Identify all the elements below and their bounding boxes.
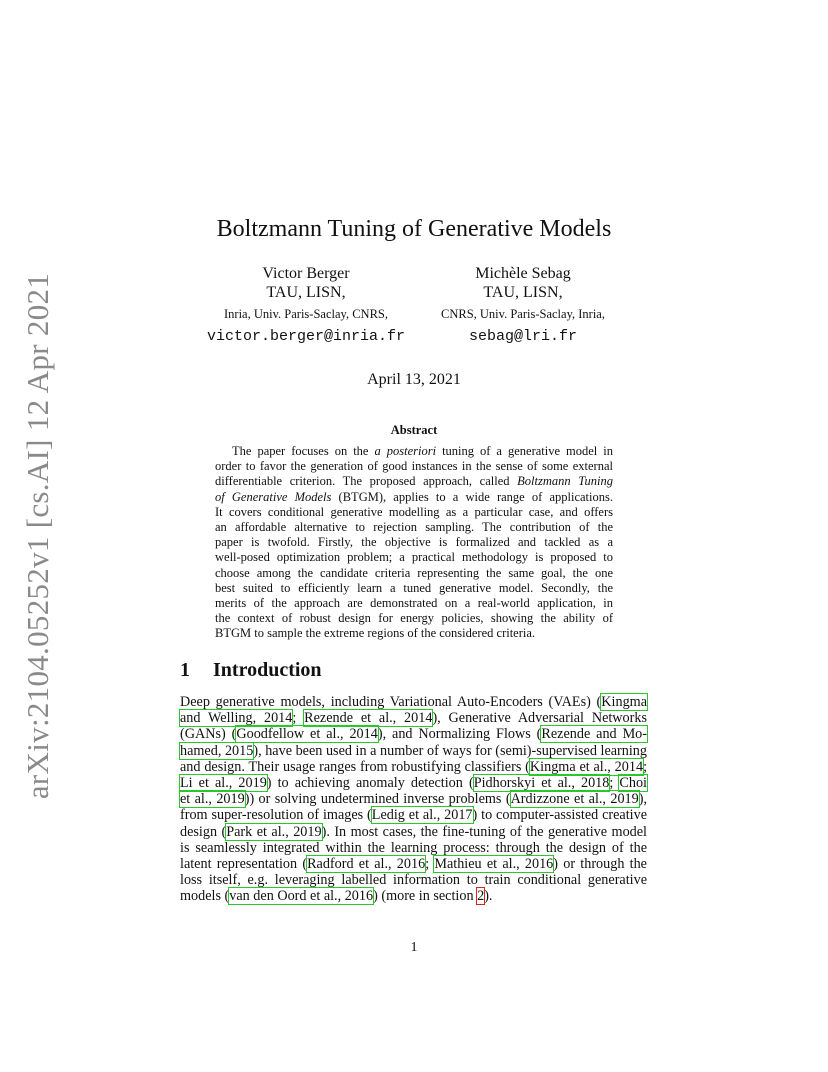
text-line [180,743,647,759]
abstract-body [215,444,613,641]
text-line [215,596,613,611]
page-number: 1 [410,940,418,955]
text-run: ; [292,710,305,727]
text-run: Deep generative models, including Variational Auto-Encoders (VAEs) ( [180,694,602,710]
text-run: BTGM to sample the extreme regions of the considered criteria. [215,626,536,641]
text-run: ; [609,774,620,791]
text-line [180,807,647,823]
text-line [180,856,647,872]
citation-link[interactable]: Radford et al., 2016 [307,855,426,872]
author-block [191,264,421,348]
text-run: loss itself, e.g. leveraging labelled information to train conditional generative [180,872,647,889]
citation-link[interactable]: Kingma [601,694,647,710]
citation-link[interactable]: et al., 2019 [180,791,245,808]
text-line [180,775,647,791]
section-reference-link[interactable]: 2 [477,888,485,905]
text-run: latent representation ( [180,855,308,872]
text-run: and design. Their usage ranges from robustifying classifiers ( [180,758,530,775]
text-line [215,581,613,596]
text-run: ). In most cases, the fine-tuning of the generative model [321,823,647,840]
text-run: ). [484,888,493,905]
citation-link[interactable]: Choi [619,774,647,791]
text-run: It covers conditional generative modelling as a particular case, and offers [215,504,613,519]
citation-link[interactable]: Ardizzone et al., 2019 [510,791,639,808]
text-run: paper is twofold. Firstly, the objective is formalized and tackled as a [215,535,613,550]
citation-link[interactable]: Kingma et al., 2014 [529,758,644,775]
citation-link[interactable]: Park et al., 2019 [226,823,322,840]
section-title: Introduction [213,659,322,681]
text-line [215,505,613,520]
author-name: Victor Berger [262,265,350,282]
text-line [215,535,613,550]
citation-link[interactable]: hamed, 2015 [180,742,254,759]
text-line [180,759,647,775]
text-line [215,626,613,641]
text-run: ) to achieving anomaly detection ( [266,774,474,791]
emphasis-text: a posteriori [374,444,437,458]
text-line [180,840,647,856]
section-number: 1 [180,659,190,681]
citation-link[interactable]: Rezende et al., 2014 [304,710,433,727]
citation-link[interactable]: and Welling, 2014 [180,710,293,727]
text-line [180,888,647,904]
text-line [180,824,647,840]
text-run: ; [643,758,648,775]
text-run: ) or through the [553,855,647,872]
emphasis-text: of Generative Models [215,489,332,504]
text-line [180,710,647,726]
text-run: models ( [180,888,230,905]
author-institutions: CNRS, Univ. Paris-Saclay, Inria, [441,307,605,321]
text-run: )) or solving undetermined inverse problems ( [244,791,511,808]
text-line [215,550,613,565]
text-run: is seamlessly integrated within the learning process: through the design of the [180,839,647,856]
text-run: ) (more in section [373,888,478,905]
text-run: ), and Normalizing Flows ( [377,726,542,743]
text-run: (BTGM), applies to a wide range of applications. [331,489,613,504]
citation-link[interactable]: Mathieu et al., 2016 [434,855,554,872]
section-heading [180,659,322,682]
intro-paragraph [180,694,647,904]
text-line [215,566,613,581]
text-run: ; [425,855,435,872]
citation-link[interactable]: Ledig et al., 2017 [371,807,473,824]
author-email[interactable]: sebag@lri.fr [468,328,578,345]
text-line [215,611,613,626]
author-institutions: Inria, Univ. Paris-Saclay, CNRS, [224,307,388,321]
text-run: from super-resolution of images ( [180,807,372,824]
text-run: ), [638,791,648,808]
citation-link[interactable]: Rezende and Mo- [541,726,648,743]
text-line [215,474,613,489]
text-run: ), have been used in a number of ways for (semi)-supervised learning [253,742,647,759]
text-run: tuning of a generative model in [436,444,614,458]
author-name: Michèle Sebag [475,265,571,282]
text-run: best suited to efficiently learn a tuned generative model. Secondly, the [215,580,613,595]
paper-title: Boltzmann Tuning of Generative Models [216,216,612,242]
arxiv-stamp: arXiv:2104.05252v1 [cs.AI] 12 Apr 2021 [20,272,55,800]
text-run: order to favor the generation of good instances in the sense of some external [215,459,613,474]
text-run: ) to computer-assisted creative [472,807,647,824]
author-affiliation: TAU, LISN, [483,284,563,301]
text-line [180,791,647,807]
citation-link[interactable]: Pidhorskyi et al., 2018 [473,774,610,791]
text-run: differentiable criterion. The proposed approach, called [215,474,518,489]
text-run: well-posed optimization problem; a practical methodology is proposed to [215,550,613,565]
author-email[interactable]: victor.berger@inria.fr [206,328,406,345]
text-run: ), Generative Adversarial Networks [432,710,647,727]
text-run: merits of the approach are demonstrated on a real-world application, in [215,595,613,610]
text-run: design ( [180,823,227,840]
text-run: the context of robust design for energy policies, showing the ability of [215,611,613,626]
citation-link[interactable]: Goodfellow et al., 2014 [236,726,378,743]
emphasis-text: Boltzmann Tuning [517,474,613,489]
text-line [180,872,647,888]
author-block [408,264,638,348]
text-line [215,520,613,535]
abstract-heading: Abstract [390,423,438,437]
text-line [215,459,613,474]
text-line [215,490,613,505]
text-line [215,444,613,459]
text-run: (GANs) ( [180,726,237,743]
text-run: choose among the candidate criteria representing the same goal, the one [215,565,613,580]
paper-date: April 13, 2021 [367,371,461,388]
citation-link[interactable]: van den Oord et al., 2016 [229,888,374,905]
author-affiliation: TAU, LISN, [266,284,346,301]
text-line [180,726,647,742]
text-line [180,694,647,710]
citation-link[interactable]: Li et al., 2019 [180,774,267,791]
text-run: The paper focuses on the [232,444,375,458]
text-run: an affordable alternative to rejection sampling. The contribution of the [215,519,613,534]
